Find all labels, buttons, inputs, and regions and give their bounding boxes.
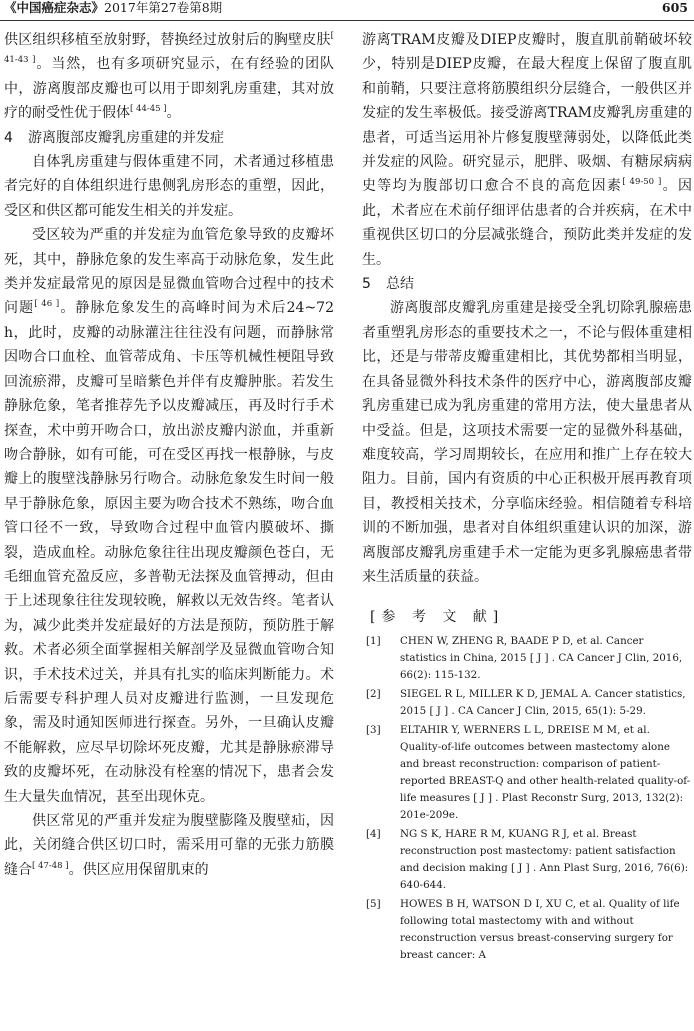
citation: [ $^{46}$ ] (34, 299, 59, 309)
paragraph: 自体乳房重建与假体重建不同，术者通过移植患者完好的自体组织进行患侧乳房形态的重塑，因此，受区和供区都可能发生相关的并发症。 (4, 154, 334, 219)
reference-item: [5] HOWES B H, WATSON D I, XU C, et al. Quality of life following total mastectomy with and without reconstruction versus breast-conserving surgery for breast cancer: A (366, 898, 680, 962)
section-title: 游离腹部皮瓣乳房重建的并发症 (28, 129, 224, 146)
citation: [ $^{44-45}$ ] (130, 104, 167, 114)
paragraph: 受区较为严重的并发症为血管危象导致的皮瓣坏死，其中，静脉危象的发生率高于动脉危象，发生此类并发症最常见的原因是显微血管吻合过程中的技术问题[ $^{46}$ ] 。静脉危象发生的高峰时间为术后24~72 h，此时，皮瓣的动脉灌注往往没有问题，而静脉常因吻合口血栓、血管蒂成角、卡压等机械性梗阻导致回流瘀滞，皮瓣可呈暗紫色并伴有皮瓣肿胀。若发生静脉危象，笔者推荐先予以皮瓣减压，再及时行手术探查，术中剪开吻合口，放出淤皮瓣内淤血，并重新吻合静脉，如有可能，可在受区再找一根静脉，与皮瓣上的腹壁浅静脉另行吻合。动脉危象发生时间一般早于静脉危象，原因主要为吻合技术不熟练，吻合血管口径不一致，导致吻合过程中血管内膜破坏、撕裂，造成血栓。动脉危象往往出现皮瓣颜色苍白，无毛细血管充盈反应，多普勒无法探及血管搏动，但由于上述现象往往发现较晚，解救以无效告终。笔者认为，减少此类并发症最好的方法是预防，预防胜于解救。术者必须全面掌握相关解剖学及显微血管吻合知识，手术技术过关，并具有扎实的临床判断能力。术后需要专科护理人员对皮瓣进行监测，一旦发现危象，需及时通知医师进行探查。另外，一旦确认皮瓣不能解救，应尽早切除坏死皮瓣，尤其是静脉瘀滞导致的皮瓣坏死，在动脉没有栓塞的情况下，患者会发生大量失血情况，甚至出现休克。 (4, 223, 334, 809)
paragraph: 游离腹部皮瓣乳房重建是接受全乳切除乳腺癌患者重塑乳房形态的重要技术之一，不论与假体重建相比，还是与带蒂皮瓣重建相比，其优势都相当明显，在具备显微外科技术条件的医疗中心，游离腹部皮瓣乳房重建已成为乳房重建的常用方法，使大量患者从中受益。但是，这项技术需要一定的显微外科基础，难度较高，学习周期较长，在应用和推广上存在较大阻力。目前，国内有资质的中心正积极开展再教育项目，教授相关技术，分享临床经验。相信随着专科培训的不断加强，患者对自体组织重建认识的加深，游离腹部皮瓣乳房重建手术一定能为更多乳腺癌患者带来生活质量的获益。 (362, 300, 692, 585)
reference-item: [4] NG S K, HARE R M, KUANG R J, et al. Breast reconstruction post mastectomy: patient satisfaction and decision making [ J ] . Ann Plast Surg, 2016, 76(6): 640-644. (366, 828, 689, 892)
paragraph: 供区组织移植至放射野，替换经过放射后的胸壁皮肤[ $^{41-43}$ ] 。当然，也有多项研究显示，在有经验的团队中，游离腹部皮瓣也可以用于即刻乳房重建，其对放疗的耐受性优于假体[ $^{44-45}$ ] 。 (4, 28, 334, 126)
reference-list (362, 633, 692, 964)
section-number: 4 (4, 129, 13, 146)
paragraph: 供区常见的严重并发症为腹壁膨隆及腹壁疝，因此，关闭缝合供区切口时，需采用可靠的无张力筋膜缝合[ $^{47-48}$ ] 。供区应用保留肌束的 (4, 809, 334, 882)
references-heading: [参 考 文 献] (370, 609, 505, 626)
journal-name: 《中国癌症杂志》 (4, 0, 105, 15)
reference-item: [2] SIEGEL R L, MILLER K D, JEMAL A. Cancer statistics, 2015 [ J ] . CA Cancer J Clin, 2015, 65(1): 5-29. (366, 688, 686, 718)
section-heading (362, 272, 692, 296)
paragraph: 游离TRAM皮瓣及DIEP皮瓣时，腹直肌前鞘破坏较少，特别是DIEP皮瓣，在最大程度上保留了腹直肌和前鞘，只要注意将筋膜组织分层缝合，一般供区并发症的发生率极低。接受游离TRAM皮瓣乳房重建的患者，可适当运用补片修复腹壁薄弱处，以降低此类并发症的风险。研究显示，肥胖、吸烟、有糖尿病病史等均为腹部切口愈合不良的高危因素[ $^{49-50}$ ] 。因此，术者应在术前仔细评估患者的合并疾病，在术中重视供区切口的分层减张缝合，预防此类并发症的发生。 (362, 28, 692, 272)
journal-issue: 2017年第27卷第8期 (104, 0, 223, 15)
section-number: 5 (362, 276, 371, 293)
journal-title (4, 0, 222, 16)
citation: [ $^{41-43}$ ] (4, 31, 334, 65)
page-header (0, 0, 694, 22)
reference-item: [3] ELTAHIR Y, WERNERS L L, DREISE M M, et al. Quality-of-life outcomes between mastectomy alone and breast reconstruction: comparison of patient-reported BREAST-Q and other health-related quality-of-life measures [ J ] . Plast Reconstr Surg, 2013, 132(2): 201e-209e. (366, 724, 691, 822)
header-divider (0, 20, 694, 21)
page-number: 605 (661, 0, 688, 15)
section-title: 总结 (386, 276, 414, 293)
reference-item: [1] CHEN W, ZHENG R, BAADE P D, et al. Cancer statistics in China, 2015 [ J ] . CA Cancer J Clin, 2016, 66(2): 115-132. (366, 635, 683, 682)
citation: [ $^{47-48}$ ] (32, 861, 69, 871)
citation: [ $^{49-50}$ ] (622, 177, 661, 187)
right-column (362, 28, 692, 966)
section-heading (4, 126, 334, 150)
left-column (4, 28, 334, 882)
